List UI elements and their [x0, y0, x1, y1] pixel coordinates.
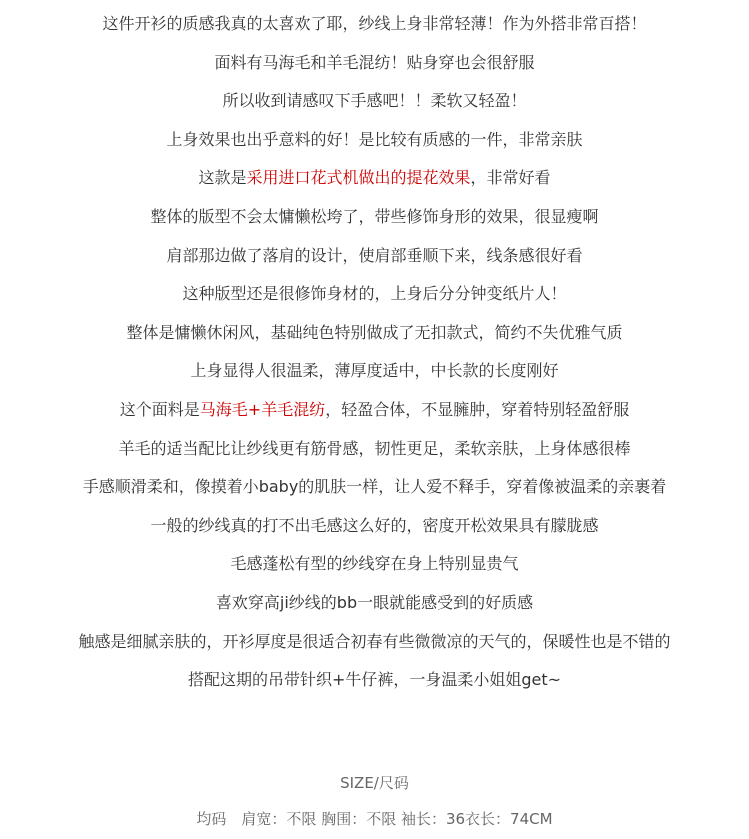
description-line: 一般的纱线真的打不出毛感这么好的，密度开松效果具有朦胧感: [150, 515, 599, 535]
product-description: [0, 5, 749, 700]
highlight-text: 马海毛+羊毛混纺: [199, 399, 326, 419]
description-line-with-highlight: [0, 159, 749, 198]
description-line: 喜欢穿高ji纱线的bb一眼就能感受到的好质感: [215, 592, 534, 612]
description-line: 毛感蓬松有型的纱线穿在身上特别显贵气: [230, 554, 519, 574]
line-text: ，非常好看: [470, 168, 551, 188]
line-text: 这款是: [198, 168, 247, 188]
description-line: 上身显得人很温柔，薄厚度适中，中长款的长度刚好: [190, 361, 559, 381]
description-line: 这件开衫的质感我真的太喜欢了耶，纱线上身非常轻薄！作为外搭非常百搭！: [102, 14, 647, 33]
description-line: 手感顺滑柔和，像摸着小baby的肌肤一样，让人爱不释手，穿着像被温柔的亲裹着: [82, 477, 667, 497]
size-section-title: SIZE/尺码: [340, 774, 409, 792]
line-text: 这个面料是: [119, 399, 200, 419]
description-line: 整体的版型不会太慵懒松垮了，带些修饰身形的效果，很显瘦啊: [150, 206, 599, 226]
description-line: 这种版型还是很修饰身材的，上身后分分钟变纸片人！: [182, 284, 567, 304]
description-line: 整体是慵懒休闲风，基础纯色特别做成了无扣款式，简约不失优雅气质: [126, 322, 623, 342]
description-line: 肩部那边做了落肩的设计，使肩部垂顺下来，线条感很好看: [166, 245, 583, 265]
description-line: 上身效果也出乎意料的好！是比较有质感的一件，非常亲肤: [166, 129, 583, 149]
description-line: 触感是细腻亲肤的，开衫厚度是很适合初春有些微微凉的天气的，保暖性也是不错的: [78, 631, 671, 651]
highlight-text: 采用进口花式机做出的提花效果: [246, 168, 471, 188]
description-line: 羊毛的适当配比让纱线更有筋骨感，韧性更足，柔软亲肤，上身体感很棒: [118, 438, 631, 458]
description-line-with-highlight: [0, 391, 749, 430]
size-spec-text: 均码 肩宽：不限 胸围：不限 袖长：36衣长：74CM: [196, 810, 553, 828]
description-line: 搭配这期的吊带针织+牛仔裤，一身温柔小姐姐get~: [187, 670, 562, 690]
line-text: ，轻盈合体，不显臃肿，穿着特别轻盈舒服: [325, 399, 630, 419]
description-line: 所以收到请感叹下手感吧！！柔软又轻盈！: [222, 91, 527, 111]
description-line: 面料有马海毛和羊毛混纺！贴身穿也会很舒服: [214, 52, 535, 72]
